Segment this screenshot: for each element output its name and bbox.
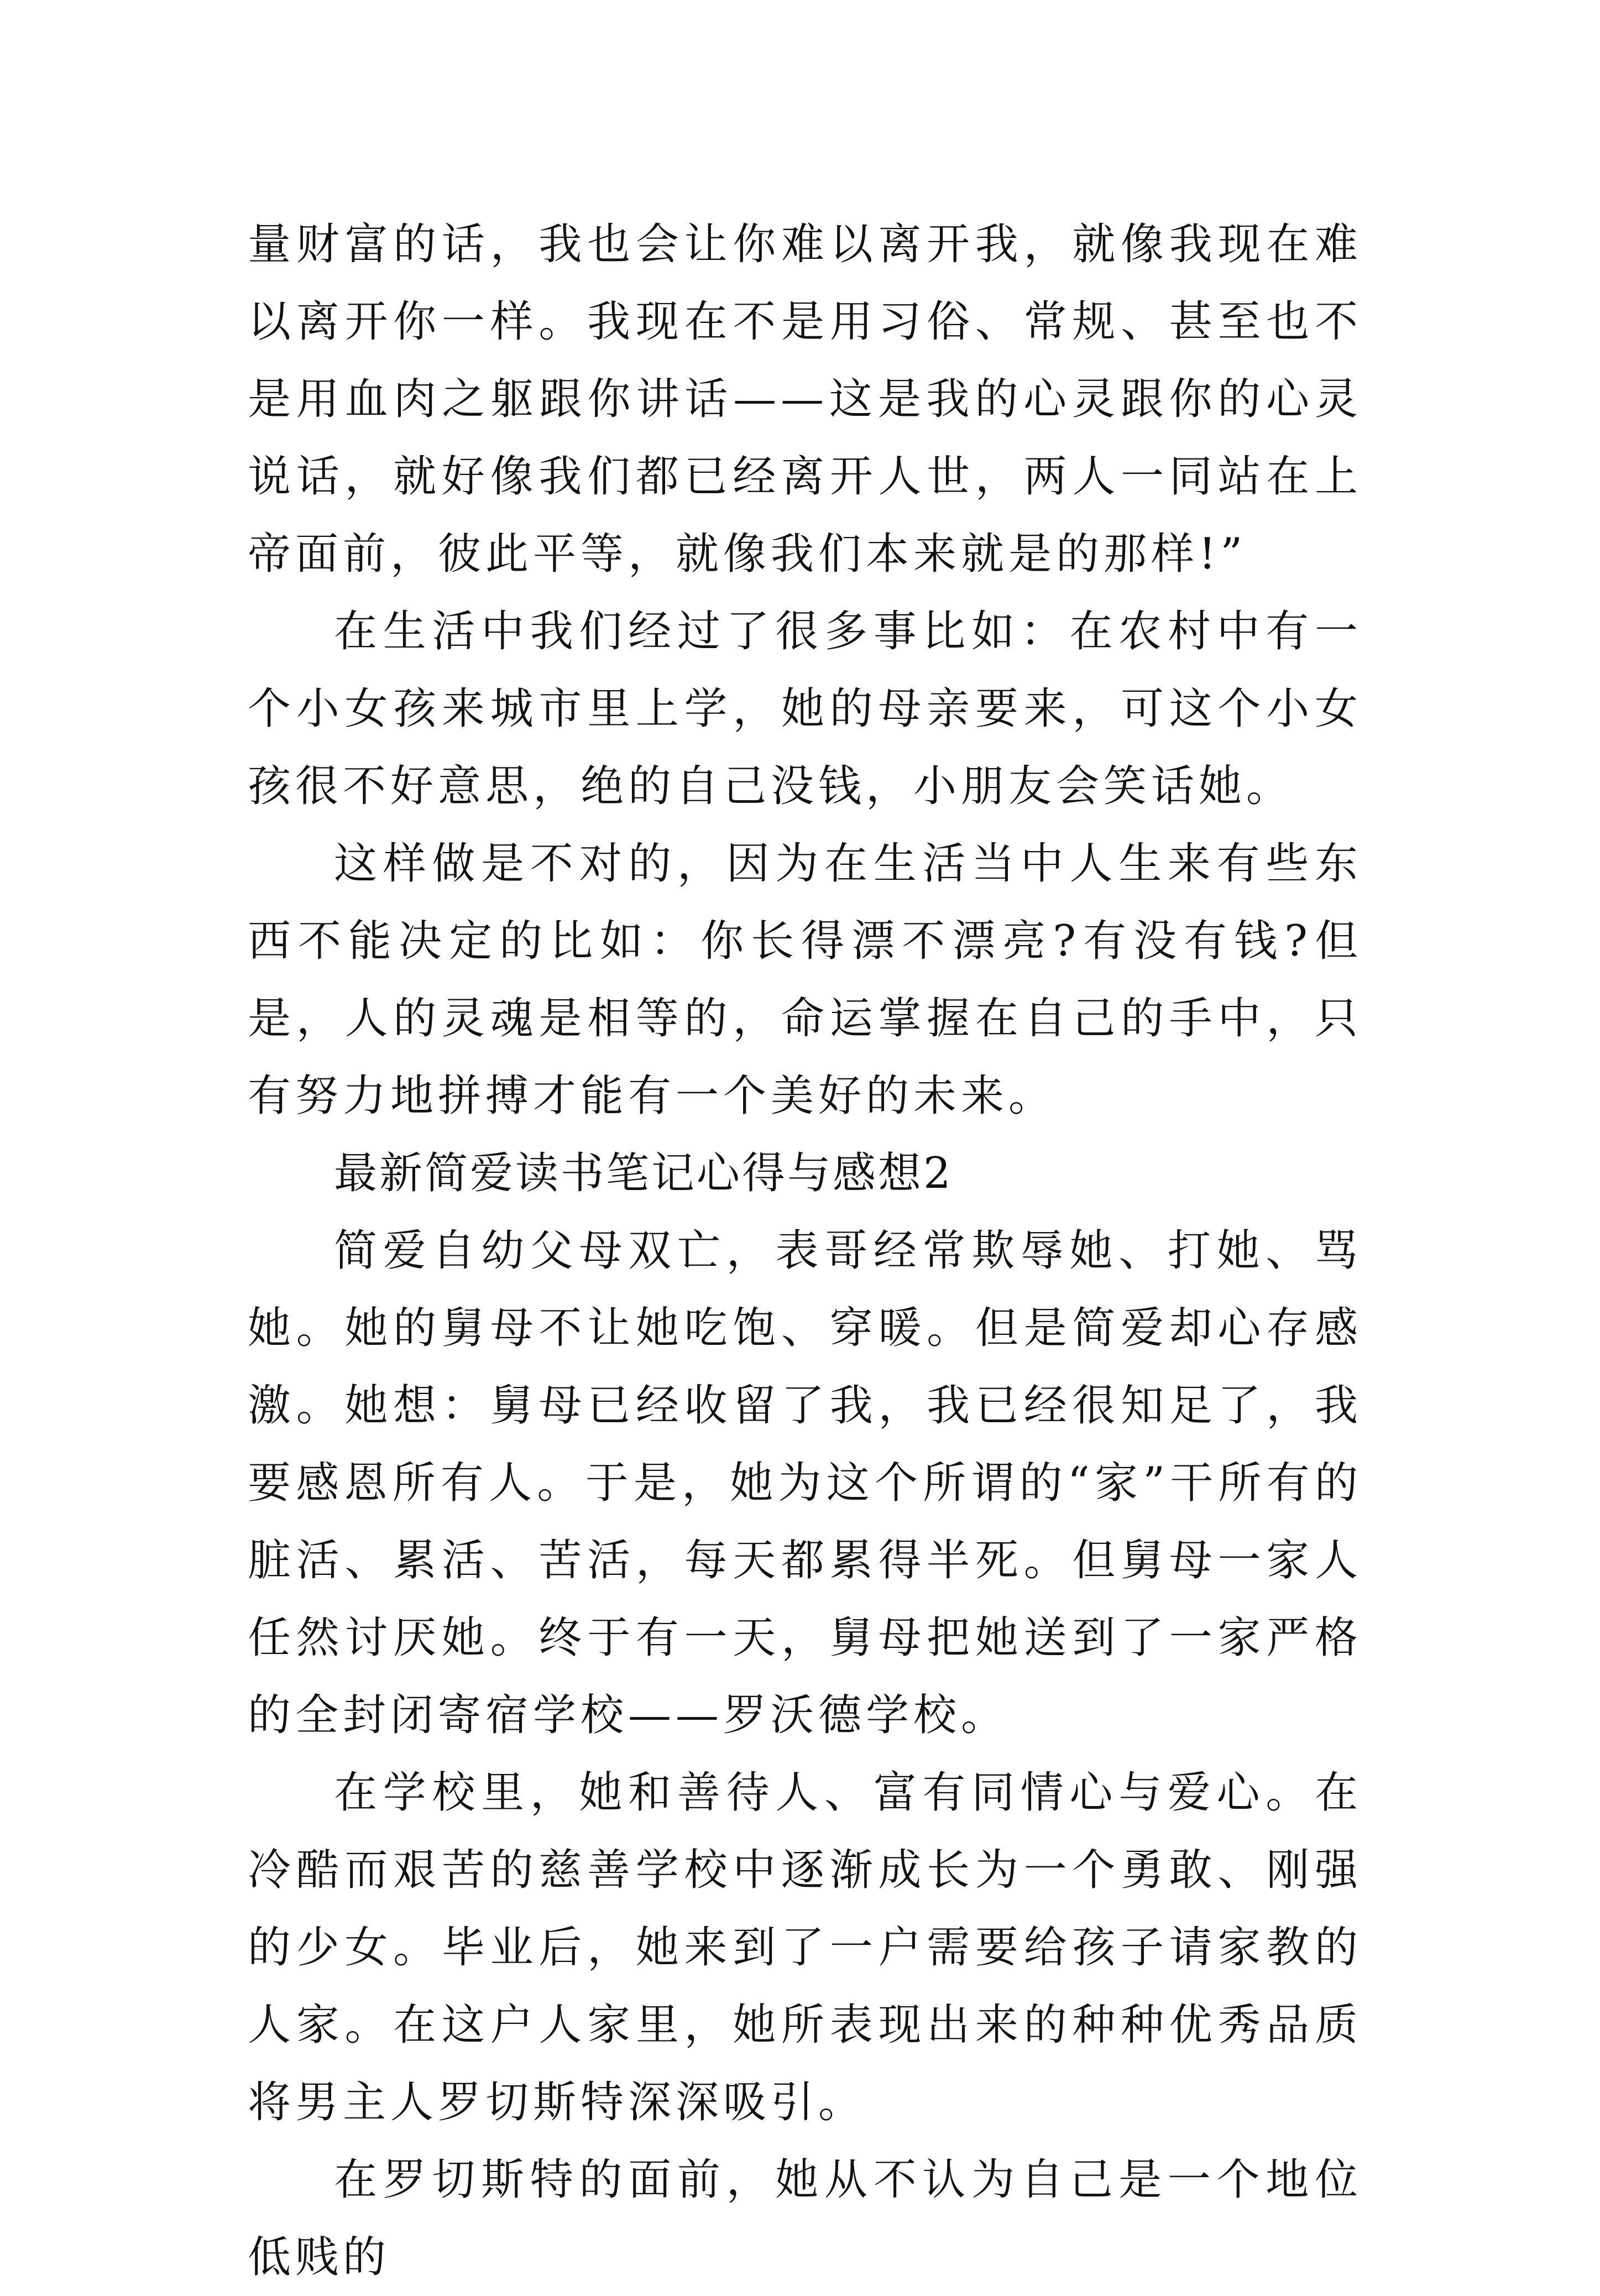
paragraph: 这样做是不对的，因为在生活当中人生来有些东西不能决定的比如：你长得漂不漂亮?有没有钱?但是，人的灵魂是相等的，命运掌握在自己的手中，只有努力地拼搏才能有一个美好的未来。 (248, 839, 1362, 1121)
body-text (248, 206, 1362, 2296)
paragraph: 简爱自幼父母双亡，表哥经常欺辱她、打她、骂她。她的舅母不让她吃饱、穿暖。但是简爱却心存感激。她想：舅母已经收留了我，我已经很知足了，我要感恩所有人。于是，她为这个所谓的“家”干所有的脏活、累活、苦活，每天都累得半死。但舅母一家人任然讨厌她。终于有一天，舅母把她送到了一家严格的全封闭寄宿学校——罗沃德学校。 (248, 1226, 1362, 1740)
paragraph: 在学校里，她和善待人、富有同情心与爱心。在冷酷而艰苦的慈善学校中逐渐成长为一个勇敢、刚强的少女。毕业后，她来到了一户需要给孩子请家教的人家。在这户人家里，她所表现出来的种种优秀品质将男主人罗切斯特深深吸引。 (248, 1768, 1362, 2127)
section-heading: 最新简爱读书笔记心得与感想2 (334, 1149, 953, 1198)
paragraph-continued: 量财富的话，我也会让你难以离开我，就像我现在难以离开你一样。我现在不是用习俗、常规、甚至也不是用血肉之躯跟你讲话——这是我的心灵跟你的心灵说话，就好像我们都已经离开人世，两人一同站在上帝面前，彼此平等，就像我们本来就是的那样!” (248, 220, 1362, 579)
paragraph: 在罗切斯特的面前，她从不认为自己是一个地位低贱的 (248, 2155, 1362, 2282)
paragraph: 在生活中我们经过了很多事比如：在农村中有一个小女孩来城市里上学，她的母亲要来，可这个小女孩很不好意思，绝的自己没钱，小朋友会笑话她。 (248, 607, 1362, 811)
